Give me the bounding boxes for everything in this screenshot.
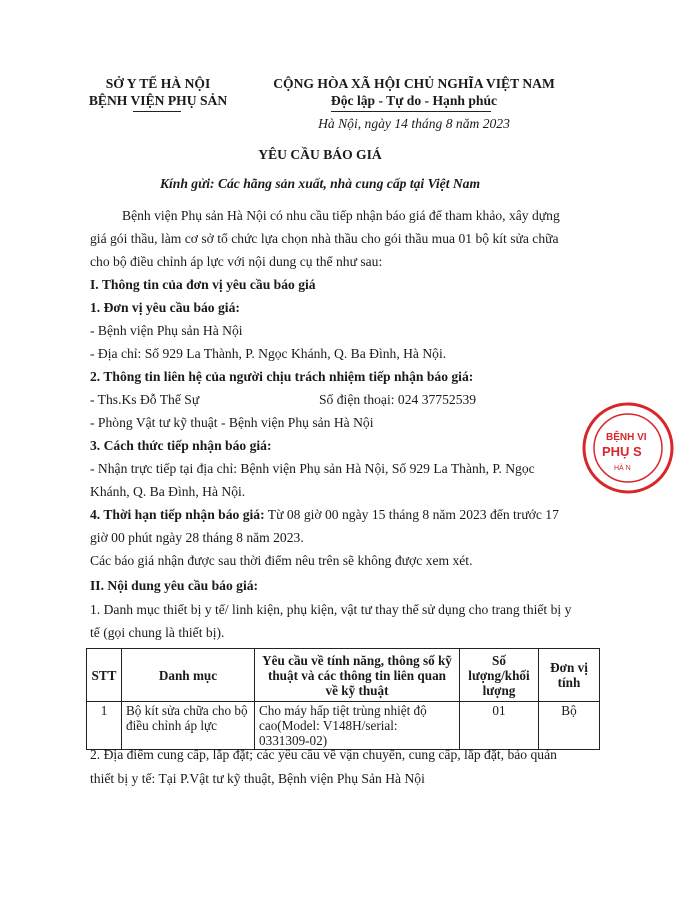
intro-line-1: Bệnh viện Phụ sản Hà Nội có nhu cầu tiếp nhận báo giá để tham khảo, xây dựng xyxy=(122,208,560,223)
cell-danh-muc xyxy=(122,702,255,750)
hospital-stamp xyxy=(578,398,678,498)
header-so-luong-line-3: lượng xyxy=(482,682,516,698)
deadline-line-1 xyxy=(90,507,559,523)
header-don-vi-line-2: tính xyxy=(557,675,581,690)
cell-stt: 1 xyxy=(87,702,122,750)
contact-department: - Phòng Vật tư kỹ thuật - Bệnh viện Phụ sản Hà Nội xyxy=(90,415,374,430)
cell-yeu-cau xyxy=(255,702,460,750)
stamp-text-mid: PHỤ S xyxy=(602,444,642,459)
header-so-luong-line-1: Số xyxy=(492,652,506,668)
cell-danh-muc-line-2: điều chỉnh áp lực xyxy=(126,718,218,733)
issuer-department: SỞ Y TẾ HÀ NỘI xyxy=(105,76,211,91)
section-2-1-line-2: tế (gọi chung là thiết bị). xyxy=(90,625,225,640)
cell-danh-muc-line-1: Bộ kít sửa chữa cho bộ xyxy=(126,703,248,718)
section-1-heading: I. Thông tin của đơn vị yêu cầu báo giá xyxy=(90,277,316,292)
issuer-underline xyxy=(133,111,181,112)
section-1-4-heading: 4. Thời hạn tiếp nhận báo giá: xyxy=(90,507,265,522)
header-stt: STT xyxy=(87,649,122,702)
header-yeu-cau-line-1: Yêu cầu về tính năng, thông số kỹ xyxy=(262,652,452,668)
section-1-1-heading: 1. Đơn vị yêu cầu báo giá: xyxy=(90,300,240,315)
document-date: Hà Nội, ngày 14 tháng 8 năm 2023 xyxy=(318,116,510,131)
cell-so-luong: 01 xyxy=(460,702,539,750)
national-motto: Độc lập - Tự do - Hạnh phúc xyxy=(330,93,498,108)
receipt-method-line-2: Khánh, Q. Ba Đình, Hà Nội. xyxy=(90,484,246,499)
issuer-block xyxy=(78,75,238,109)
cell-yeu-cau-line-2: cao(Model: V148H/serial: xyxy=(259,718,398,733)
section-2-heading: II. Nội dung yêu cầu báo giá: xyxy=(90,578,259,593)
late-quote-note: Các báo giá nhận được sau thời điểm nêu trên sẽ không được xem xét. xyxy=(90,553,473,568)
table-header-row xyxy=(87,649,600,702)
header-don-vi xyxy=(539,649,600,702)
section-2-2-line-1: 2. Địa điểm cung cấp, lắp đặt; các yêu cầu về vận chuyển, cung cấp, lắp đặt, bảo quản xyxy=(90,747,557,762)
contact-name: - Ths.Ks Đỗ Thế Sự xyxy=(90,392,200,407)
header-don-vi-line-1: Đơn vị xyxy=(550,660,588,675)
cell-yeu-cau-line-1: Cho máy hấp tiệt trùng nhiệt độ xyxy=(259,703,427,718)
intro-line-3: cho bộ điều chỉnh áp lực với nội dung cụ thể như sau: xyxy=(90,254,383,269)
deadline-line-2: giờ 00 phút ngày 28 tháng 8 năm 2023. xyxy=(90,530,304,545)
section-2-2-line-2: thiết bị y tế: Tại P.Vật tư kỹ thuật, Bệnh viện Phụ Sản Hà Nội xyxy=(90,771,425,786)
section-1-2-heading: 2. Thông tin liên hệ của người chịu trách nhiệm tiếp nhận báo giá: xyxy=(90,369,474,384)
requester-name: - Bệnh viện Phụ sản Hà Nội xyxy=(90,323,243,338)
national-title: CỘNG HÒA XÃ HỘI CHỦ NGHĨA VIỆT NAM xyxy=(273,76,555,91)
section-1-3-heading: 3. Cách thức tiếp nhận báo giá: xyxy=(90,438,272,453)
national-motto-block xyxy=(264,75,564,109)
header-so-luong xyxy=(460,649,539,702)
deadline-text: Từ 08 giờ 00 ngày 15 tháng 8 năm 2023 đến trước 17 xyxy=(264,507,559,522)
stamp-text-small: HÀ N xyxy=(614,465,631,472)
document-title: YÊU CẦU BÁO GIÁ xyxy=(258,147,382,162)
stamp-text-top: BỆNH VI xyxy=(606,432,647,443)
issuer-hospital: BỆNH VIỆN PHỤ SẢN xyxy=(88,93,228,108)
header-danh-muc: Danh mục xyxy=(122,649,255,702)
section-2-1-line-1: 1. Danh mục thiết bị y tế/ linh kiện, phụ kiện, vật tư thay thế sử dụng cho trang thiết bị y xyxy=(90,602,572,617)
receipt-method-line-1: - Nhận trực tiếp tại địa chỉ: Bệnh viện Phụ sản Hà Nội, Số 929 La Thành, P. Ngọc xyxy=(90,461,535,476)
header-so-luong-line-2: lượng/khối xyxy=(468,667,530,683)
motto-underline xyxy=(331,111,491,112)
header-yeu-cau-line-2: thuật và các thông tin liên quan xyxy=(267,667,447,683)
table-row xyxy=(87,702,600,750)
intro-line-2: giá gói thầu, làm cơ sở tổ chức lựa chọn nhà thầu cho gói thầu mua 01 bộ kít sửa chữa xyxy=(90,231,559,246)
contact-phone: Số điện thoại: 024 37752539 xyxy=(319,392,477,407)
equipment-table xyxy=(86,648,600,750)
cell-yeu-cau-line-3: 0331309-02) xyxy=(259,733,328,748)
recipient-line: Kính gửi: Các hãng sản xuất, nhà cung cấp tại Việt Nam xyxy=(159,176,481,191)
header-yeu-cau-line-3: về kỹ thuật xyxy=(325,682,389,698)
cell-don-vi: Bộ xyxy=(539,702,600,750)
header-yeu-cau xyxy=(255,649,460,702)
requester-address: - Địa chỉ: Số 929 La Thành, P. Ngọc Khánh, Q. Ba Đình, Hà Nội. xyxy=(90,346,447,361)
